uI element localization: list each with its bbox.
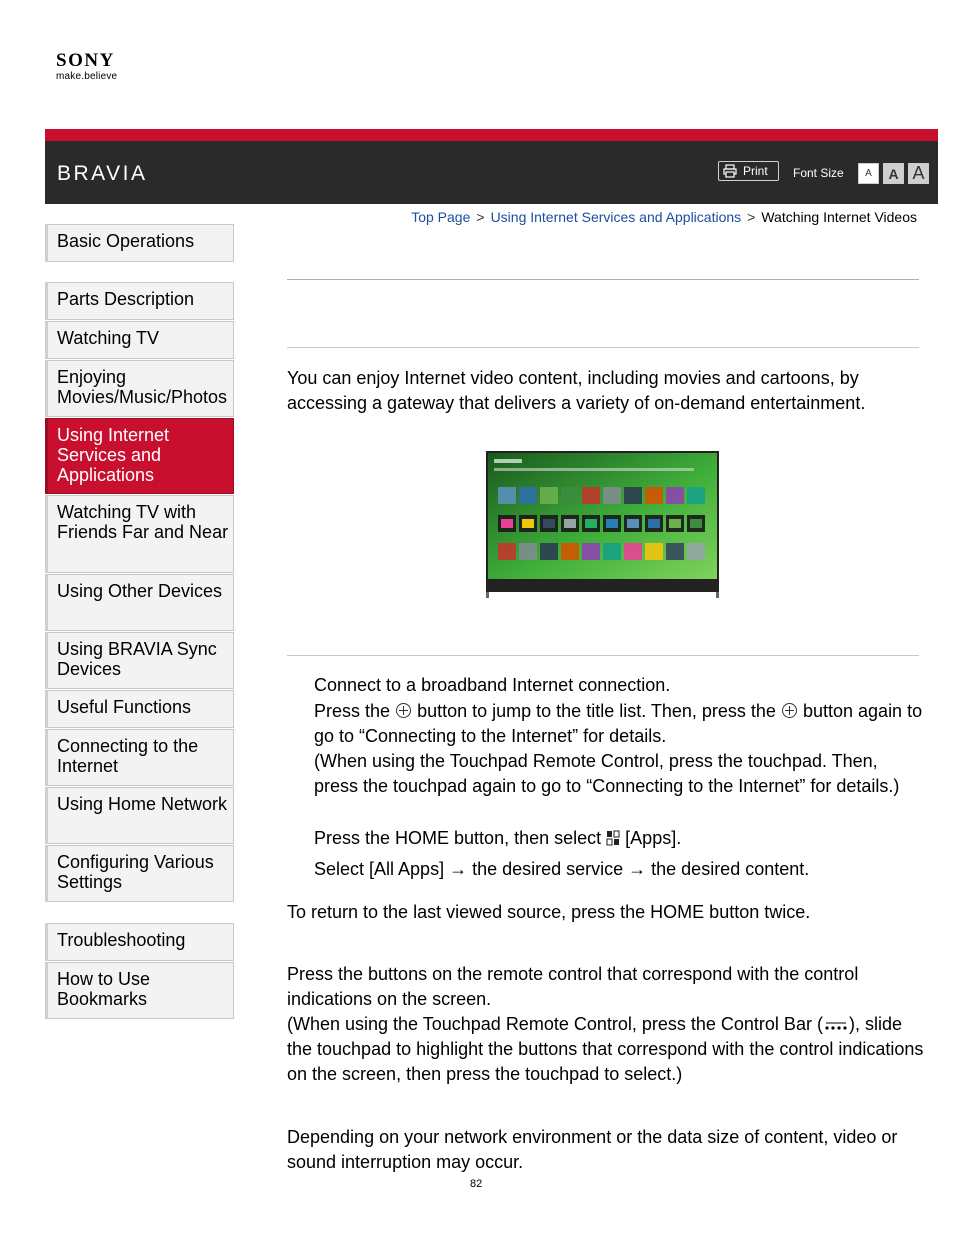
font-size-medium-button[interactable]: A	[883, 163, 904, 184]
breadcrumb-current: Watching Internet Videos	[761, 209, 917, 225]
network-note: Depending on your network environment or the data size of content, video or sound interruption may occur.	[287, 1127, 898, 1172]
step-3-text: Select [All Apps] → the desired service → the desired content.	[314, 859, 810, 879]
plus-circle-icon	[781, 702, 798, 719]
remote-instructions	[287, 962, 927, 1087]
plus-circle-icon	[395, 702, 412, 719]
sony-wordmark: SONY	[56, 50, 115, 71]
app-tile	[666, 543, 684, 560]
app-tile-logo	[585, 519, 597, 528]
app-tile-logo	[648, 519, 660, 528]
app-tile-logo	[690, 519, 702, 528]
page-number: 82	[470, 1178, 483, 1190]
sidebar-item-parts-description[interactable]: Parts Description	[45, 282, 234, 320]
sidebar-item-basic-operations[interactable]: Basic Operations	[45, 224, 234, 262]
sidebar-item-watching-tv-friends[interactable]: Watching TV with Friends Far and Near	[45, 495, 234, 573]
step-1-text: Connect to a broadband Internet connection.	[314, 675, 671, 695]
step-1-detail-part: button again to go to “Connecting to the Internet” for details.	[314, 701, 923, 746]
app-tile	[624, 487, 642, 504]
app-tile	[645, 543, 663, 560]
sony-logo	[56, 51, 117, 82]
app-tile	[687, 543, 705, 560]
app-tile-logo	[522, 519, 534, 528]
header-accent-bar	[45, 129, 938, 141]
remote-instructions-part: Press the buttons on the remote control that correspond with the control indications on the screen.	[287, 964, 859, 1009]
step-1-detail-part: Press the	[314, 701, 391, 721]
sidebar-item-other-devices[interactable]: Using Other Devices	[45, 574, 234, 631]
app-tile	[498, 487, 516, 504]
app-tile	[498, 543, 516, 560]
app-tile	[582, 543, 600, 560]
sidebar-item-home-network[interactable]: Using Home Network	[45, 787, 234, 844]
app-tile-logo	[669, 519, 681, 528]
sidebar-item-internet-services[interactable]: Using Internet Services and Applications	[45, 418, 234, 494]
app-tile	[603, 487, 621, 504]
breadcrumb-section-link[interactable]: Using Internet Services and Applications	[490, 209, 742, 225]
app-tile	[540, 487, 558, 504]
breadcrumb-separator: >	[747, 209, 756, 225]
tv-apps-screen-image	[486, 451, 719, 598]
app-tile	[624, 543, 642, 560]
app-tile	[540, 543, 558, 560]
remote-instructions-part: (When using the Touchpad Remote Control, press the Control Bar (	[287, 1014, 823, 1034]
step-1-detail-part: button to jump to the title list. Then, press the	[417, 701, 776, 721]
sony-tagline: make.believe	[56, 71, 118, 82]
app-tile	[519, 487, 537, 504]
print-label: Print	[743, 164, 768, 178]
apps-icon	[606, 829, 620, 846]
sidebar-item-troubleshooting[interactable]: Troubleshooting	[45, 923, 234, 961]
app-tile	[687, 487, 705, 504]
app-tile	[561, 543, 579, 560]
app-tile	[666, 487, 684, 504]
title-divider	[287, 279, 919, 280]
control-bar-icon	[823, 1020, 849, 1032]
font-size-label: Font Size	[793, 166, 844, 180]
app-tile-logo	[606, 519, 618, 528]
steps-divider	[287, 655, 919, 656]
remote-instructions-part: ), slide the touchpad to highlight the buttons that correspond with the control indications on the screen, then press the touchpad to select.)	[287, 1014, 924, 1084]
app-tile-logo	[501, 519, 513, 528]
app-tile-logo	[627, 519, 639, 528]
section-divider	[287, 347, 919, 348]
step-2-part: [Apps].	[625, 828, 682, 848]
print-button[interactable]	[718, 161, 779, 181]
app-tile	[561, 487, 579, 504]
step-2-part: Press the HOME button, then select	[314, 828, 602, 848]
printer-icon	[723, 164, 737, 178]
app-tile	[582, 487, 600, 504]
font-size-large-button[interactable]: A	[908, 163, 929, 184]
sidebar-item-watching-tv[interactable]: Watching TV	[45, 321, 234, 359]
sidebar-item-bravia-sync[interactable]: Using BRAVIA Sync Devices	[45, 632, 234, 689]
app-tile	[603, 543, 621, 560]
sidebar-item-bookmarks[interactable]: How to Use Bookmarks	[45, 962, 234, 1019]
sidebar-item-enjoying-media[interactable]: Enjoying Movies/Music/Photos	[45, 360, 234, 417]
intro-paragraph: You can enjoy Internet video content, including movies and cartoons, by accessing a gateway that delivers a variety of on-demand entertainment.	[287, 368, 866, 413]
bravia-logo: BRAVIA	[57, 162, 148, 185]
app-tile	[645, 487, 663, 504]
app-tile-logo	[564, 519, 576, 528]
breadcrumb	[411, 209, 917, 225]
sidebar-item-connecting-internet[interactable]: Connecting to the Internet	[45, 729, 234, 786]
step-2-text	[314, 826, 924, 851]
step-1-detail	[314, 699, 924, 799]
sidebar-item-useful-functions[interactable]: Useful Functions	[45, 690, 234, 728]
app-tile	[519, 543, 537, 560]
step-1-touchpad-note: (When using the Touchpad Remote Control, press the touchpad. Then, press the touchpad again to go to “Connecting to the Internet” for details.)	[314, 751, 900, 796]
sidebar-item-configuring-settings[interactable]: Configuring Various Settings	[45, 845, 234, 902]
return-note: To return to the last viewed source, press the HOME button twice.	[287, 902, 811, 922]
font-size-small-button[interactable]: A	[858, 163, 879, 184]
breadcrumb-top-page-link[interactable]: Top Page	[411, 209, 471, 225]
app-tile-logo	[543, 519, 555, 528]
breadcrumb-separator: >	[476, 209, 485, 225]
